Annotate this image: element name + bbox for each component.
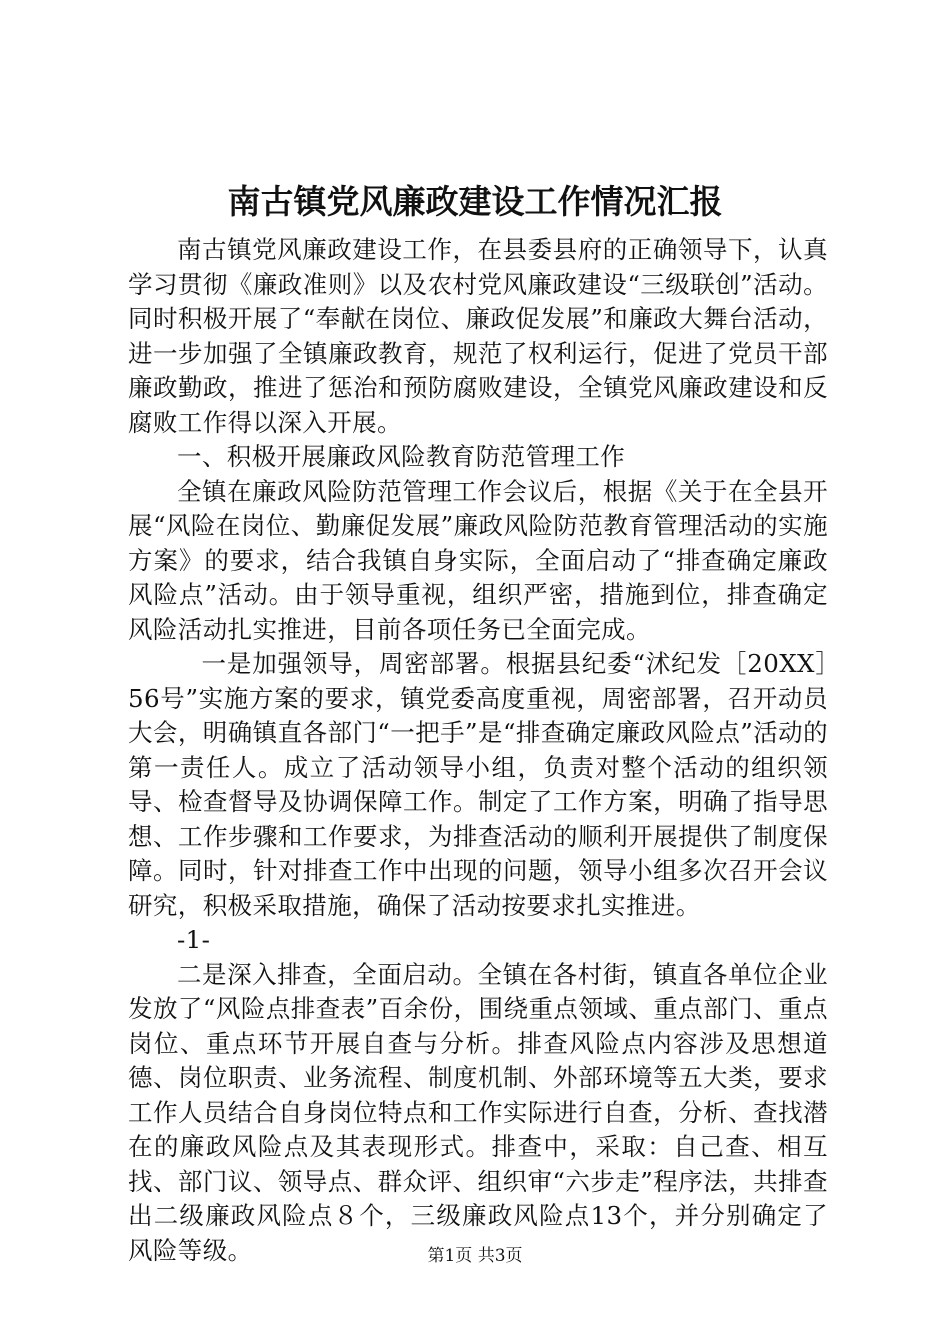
document-body <box>128 233 828 1268</box>
page-marker: -1- <box>177 925 211 954</box>
item-two-paragraph: 二是深入排查，全面启动。全镇在各村街，镇直各单位企业发放了“风险点排查表”百余份，围绕重点领域、重点部门、重点岗位、重点环节开展自查与分析。排查风险点内容涉及思想道德、岗位职责、业务流程、制度机制、外部环境等五大类，要求工作人员结合自身岗位特点和工作实际进行自查，分析、查找潜在的廉政风险点及其表现形式。排查中，采取：自己查、相互找、部门议、领导点、群众评、组织审“六步走”程序法，共排查出二级廉政风险点８个，三级廉政风险点13个，并分别确定了风险等级。 <box>128 959 828 1265</box>
page-footer: 第1页 共3页 <box>427 1246 523 1266</box>
item-one-paragraph: 一是加强领导，周密部署。根据县纪委“沭纪发［20XX］56号”实施方案的要求，镇党委高度重视，周密部署，召开动员大会，明确镇直各部门“一把手”是“排查确定廉政风险点”活动的第一责任人。成立了活动领导小组，负责对整个活动的组织领导、检查督导及协调保障工作。制定了工作方案，明确了指导思想、工作步骤和工作要求，为排查活动的顺利开展提供了制度保障。同时，针对排查工作中出现的问题，领导小组多次召开会议研究，积极采取措施，确保了活动按要求扎实推进。 <box>128 649 828 920</box>
section-paragraph: 全镇在廉政风险防范管理工作会议后，根据《关于在全县开展“风险在岗位、勤廉促发展”廉政风险防范教育管理活动的实施方案》的要求，结合我镇自身实际，全面启动了“排查确定廉政风险点”活动。由于领导重视，组织严密，措施到位，排查确定风险活动扎实推进，目前各项任务已全面完成。 <box>128 476 828 644</box>
document-title: 南古镇党风廉政建设工作情况汇报 <box>227 182 723 221</box>
intro-paragraph: 南古镇党风廉政建设工作，在县委县府的正确领导下，认真学习贯彻《廉政准则》以及农村党风廉政建设“三级联创”活动。同时积极开展了“奉献在岗位、廉政促发展”和廉政大舞台活动，进一步加强了全镇廉政教育，规范了权利运行，促进了党员干部廉政勤政，推进了惩治和预防腐败建设，全镇党风廉政建设和反腐败工作得以深入开展。 <box>128 235 828 437</box>
section-heading: 一、积极开展廉政风险教育防范管理工作 <box>177 442 626 471</box>
